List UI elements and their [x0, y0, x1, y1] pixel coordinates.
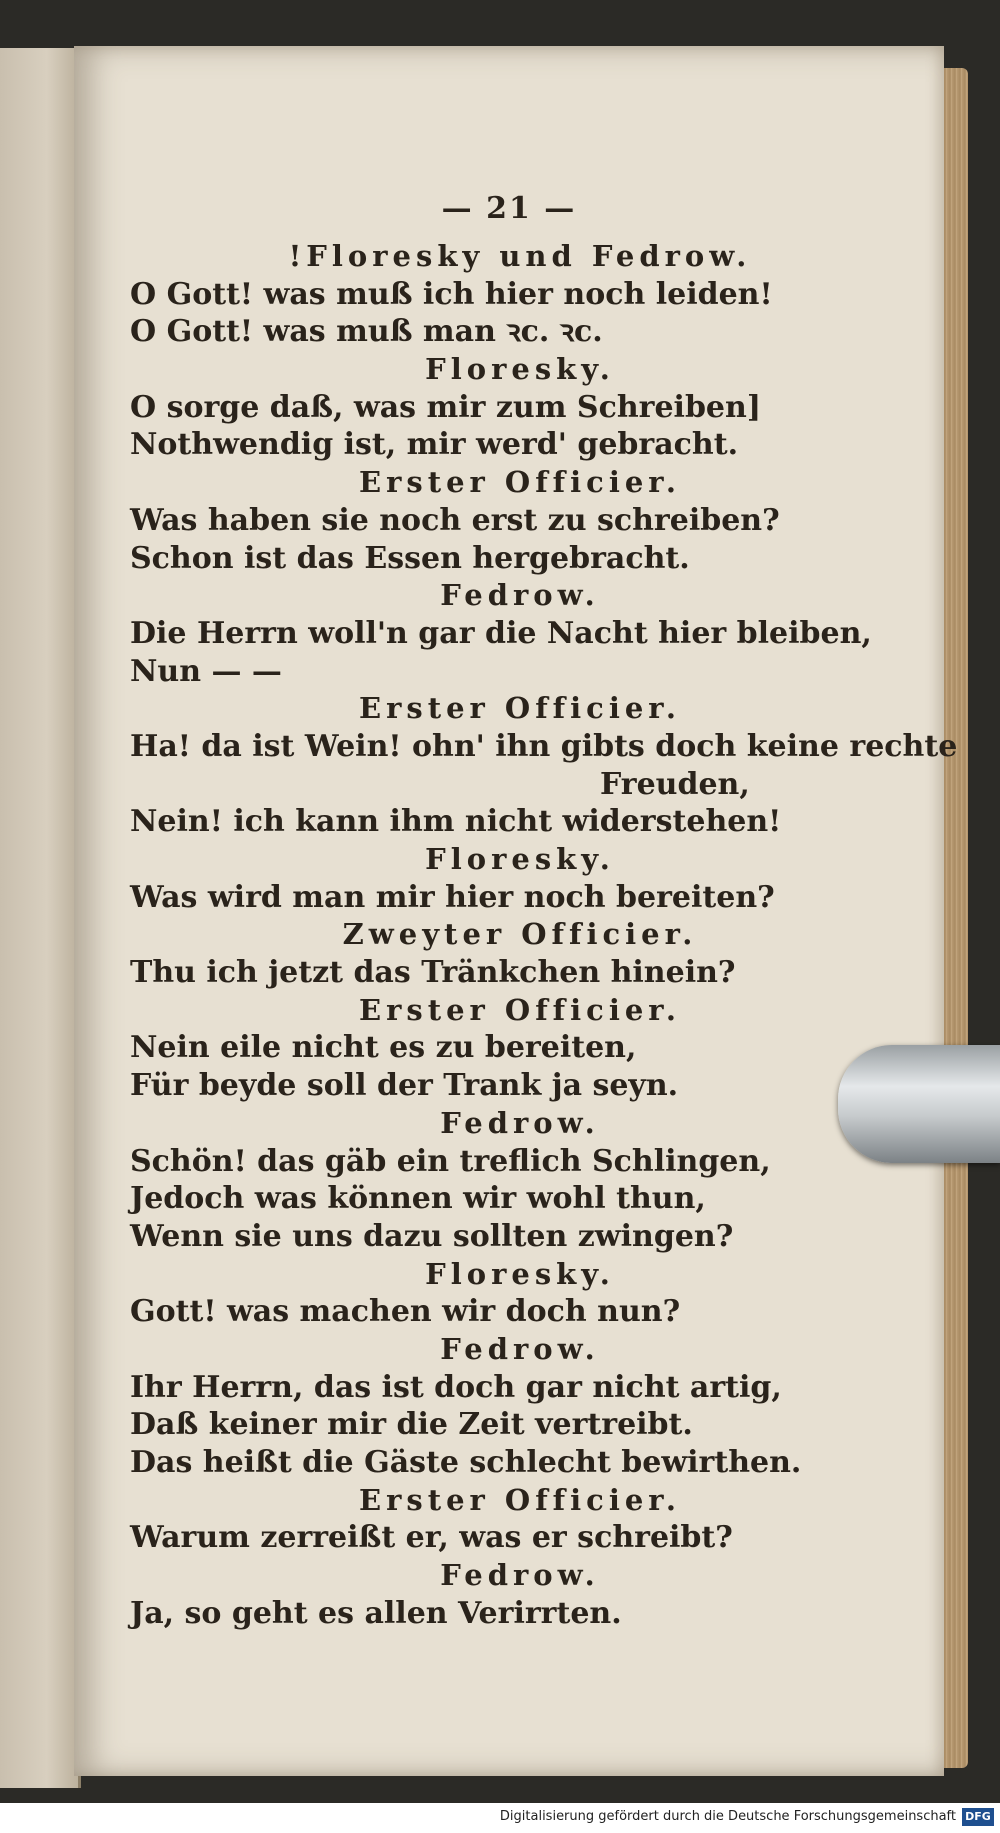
speaker-line: Fedrow.: [440, 1105, 600, 1140]
verse-line: Gott! was machen wir doch nun?: [130, 1294, 681, 1330]
verse-line: Nein eile nicht es zu bereiten,: [130, 1030, 637, 1066]
text-block: [130, 238, 958, 1632]
speaker-line: Fedrow.: [440, 1558, 600, 1593]
verse-line: Was wird man mir hier noch bereiten?: [130, 879, 775, 915]
verse-line: Nun — —: [130, 653, 282, 689]
funding-credit: Digitalisierung gefördert durch die Deutsche Forschungsgemeinschaft: [499, 1809, 956, 1824]
book-scan: [0, 38, 968, 1788]
speaker-line: !Floresky und Fedrow.: [288, 239, 752, 273]
speaker-line: Erster Officier.: [359, 992, 681, 1027]
verse-line: O Gott! was muß ich hier noch leiden!: [130, 276, 773, 312]
page-clip: [838, 1045, 1000, 1163]
left-page-edge: [0, 48, 81, 1788]
verse-line: Ha! da ist Wein! ohn' ihn gibts doch keine rechte: [130, 728, 958, 764]
verse-line: Das heißt die Gäste schlecht bewirthen.: [130, 1445, 802, 1480]
verse-line: Die Herrn woll'n gar die Nacht hier bleiben,: [130, 615, 872, 651]
verse-line: Jedoch was können wir wohl thun,: [130, 1181, 706, 1217]
verse-line: Warum zerreißt er, was er schreibt?: [130, 1520, 733, 1556]
verse-line: Wenn sie uns dazu sollten zwingen?: [130, 1218, 734, 1254]
speaker-line: Floresky.: [425, 842, 615, 876]
verse-line: Ihr Herrn, das ist doch gar nicht artig,: [130, 1369, 782, 1405]
speaker-line: Erster Officier.: [359, 691, 681, 726]
speaker-line: Floresky.: [425, 1256, 615, 1291]
verse-line: Was haben sie noch erst zu schreiben?: [130, 502, 780, 538]
speaker-line: Fedrow.: [440, 1331, 600, 1366]
verse-line: Nothwendig ist, mir werd' gebracht.: [130, 427, 739, 463]
book-page: [74, 46, 958, 1776]
speaker-line: Floresky.: [425, 352, 615, 387]
verse-line: Ja, so geht es allen Verirrten.: [130, 1595, 622, 1631]
verse-line: Nein! ich kann ihm nicht widerstehen!: [130, 804, 782, 840]
speaker-line: Fedrow.: [440, 578, 600, 613]
footer-bar: [0, 1803, 1000, 1833]
verse-line: Schön! das gäb ein treflich Schlingen,: [130, 1143, 771, 1179]
verse-line: Thu ich jetzt das Tränkchen hinein?: [130, 955, 736, 991]
verse-line: O Gott! was muß man ꝛc. ꝛc.: [130, 314, 603, 350]
page-number: — 21 —: [441, 191, 577, 226]
verse-line: O sorge daß, was mir zum Schreiben]: [130, 389, 762, 425]
dfg-logo-icon: DFG: [962, 1808, 994, 1826]
verse-line: Schon ist das Essen hergebracht.: [130, 540, 690, 576]
speaker-line: Zweyter Officier.: [342, 917, 698, 952]
verse-line: Für beyde soll der Trank ja seyn.: [130, 1068, 679, 1104]
verse-line-continuation: Freuden,: [600, 766, 750, 802]
verse-line: Daß keiner mir die Zeit vertreibt.: [130, 1407, 693, 1443]
speaker-line: Erster Officier.: [359, 1482, 681, 1517]
speaker-line: Erster Officier.: [359, 465, 681, 500]
